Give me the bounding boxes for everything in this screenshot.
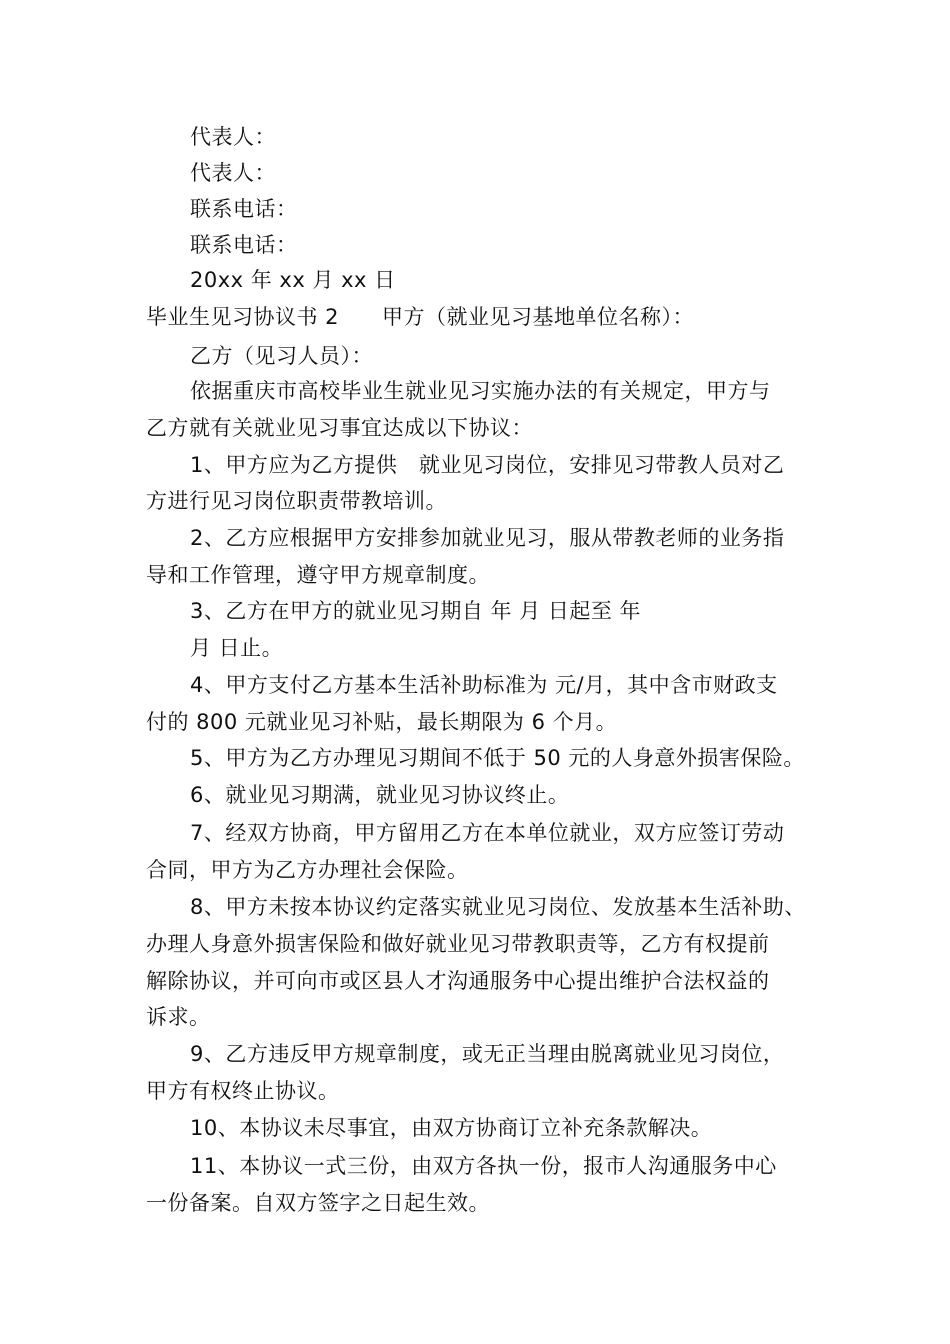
representative-line-1: 代表人： [190,125,276,149]
clause-3-line: 3、乙方在甲方的就业见习期自 年 月 日起至 年 [190,599,642,623]
intro-line: 依据重庆市高校毕业生就业见习实施办法的有关规定，甲方与 [190,379,771,403]
party-b-line: 乙方（见习人员）： [190,344,373,368]
clause-1-line: 1、甲方应为乙方提供 就业见习岗位，安排见习带教人员对乙 [190,453,785,477]
clause-9-line: 9、乙方违反甲方规章制度，或无正当理由脱离就业见习岗位， [190,1042,785,1066]
phone-line-1: 联系电话： [190,197,298,221]
clause-7-line: 7、经双方协商，甲方留用乙方在本单位就业，双方应签订劳动 [190,821,785,845]
clause-8-line: 8、甲方未按本协议约定落实就业见习岗位、发放基本生活补助、 [190,895,806,919]
clause-1-line: 方进行见习岗位职责带教培训。 [146,489,447,513]
date-line: 20xx 年 xx 月 xx 日 [190,268,396,292]
phone-line-2: 联系电话： [190,233,298,257]
clause-8-line: 诉求。 [146,1005,211,1029]
clause-5-line: 5、甲方为乙方办理见习期间不低于 50 元的人身意外损害保险。 [190,746,805,770]
clause-11-line: 一份备案。自双方签字之日起生效。 [146,1191,490,1215]
clause-4-line: 付的 800 元就业见习补贴，最长期限为 6 个月。 [146,710,618,734]
clause-11-line: 11、本协议一式三份，由双方各执一份，报市人沟通服务中心 [190,1154,777,1178]
document-title-line: 毕业生见习协议书 2 甲方（就业见习基地单位名称）： [146,305,695,329]
clause-8-line: 办理人身意外损害保险和做好就业见习带教职责等，乙方有权提前 [146,932,770,956]
clause-9-line: 甲方有权终止协议。 [146,1079,340,1103]
clause-4-line: 4、甲方支付乙方基本生活补助标准为 元/月，其中含市财政支 [190,673,778,697]
clause-10-line: 10、本协议未尽事宜，由双方协商订立补充条款解决。 [190,1116,713,1140]
clause-6-line: 6、就业见习期满，就业见习协议终止。 [190,783,570,807]
intro-line: 乙方就有关就业见习事宜达成以下协议： [146,416,533,440]
clause-8-line: 解除协议，并可向市或区县人才沟通服务中心提出维护合法权益的 [146,969,770,993]
clause-2-line: 导和工作管理，遵守甲方规章制度。 [146,563,490,587]
representative-line-2: 代表人： [190,161,276,185]
clause-7-line: 合同，甲方为乙方办理社会保险。 [146,858,469,882]
clause-3-line: 月 日止。 [190,636,284,660]
clause-2-line: 2、乙方应根据甲方安排参加就业见习，服从带教老师的业务指 [190,526,785,550]
